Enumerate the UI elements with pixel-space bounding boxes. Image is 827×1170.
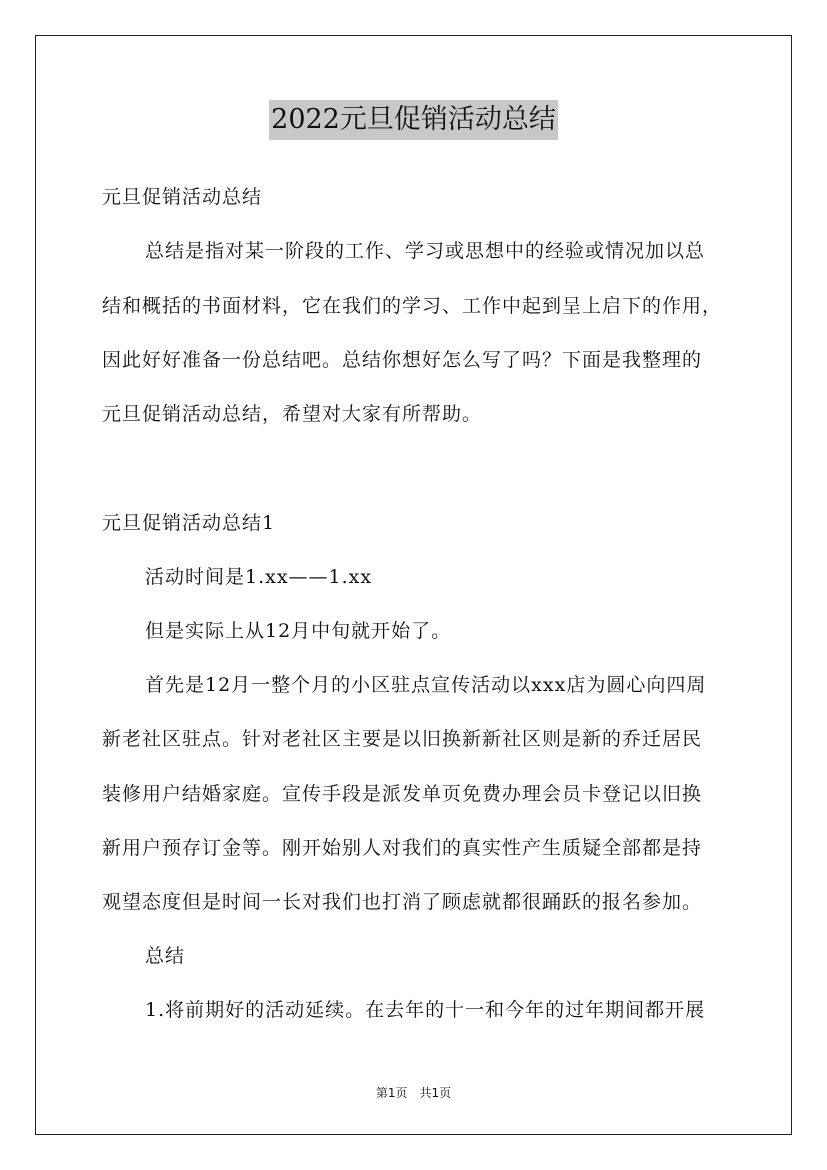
body-line-4: 新用户预存订金等。刚开始别人对我们的真实性产生质疑全部都是持 <box>102 837 703 859</box>
intro-line-2: 结和概括的书面材料，它在我们的学习、工作中起到呈上启下的作用， <box>102 295 723 317</box>
summary-point-1: 1.将前期好的活动延续。在去年的十一和今年的过年期间都开展 <box>145 999 706 1021</box>
body-line-1: 首先是12月一整个月的小区驻点宣传活动以xxx店为圆心向四周 <box>145 674 707 696</box>
intro-line-1: 总结是指对某一阶段的工作、学习或思想中的经验或情况加以总 <box>145 240 706 262</box>
summary-heading: 总结 <box>145 945 186 967</box>
page-footer: 第1页 共1页 <box>375 1086 452 1100</box>
body-line-3: 装修用户结婚家庭。宣传手段是派发单页免费办理会员卡登记以旧换 <box>102 783 703 805</box>
document-title: 2022元旦促销活动总结 <box>269 100 558 140</box>
document-subtitle: 元旦促销活动总结 <box>102 186 263 208</box>
actual-start: 但是实际上从12月中旬就开始了。 <box>145 620 452 642</box>
body-line-5: 观望态度但是时间一长对我们也打消了顾虑就都很踊跃的报名参加。 <box>102 891 703 913</box>
title-container <box>0 100 827 140</box>
intro-line-4: 元旦促销活动总结，希望对大家有所帮助。 <box>102 403 483 425</box>
intro-line-3: 因此好好准备一份总结吧。总结你想好怎么写了吗？下面是我整理的 <box>102 349 703 371</box>
section-heading: 元旦促销活动总结1 <box>102 512 276 534</box>
activity-time: 活动时间是1.xx——1.xx <box>145 566 373 588</box>
body-line-2: 新老社区驻点。针对老社区主要是以旧换新新社区则是新的乔迁居民 <box>102 728 703 750</box>
